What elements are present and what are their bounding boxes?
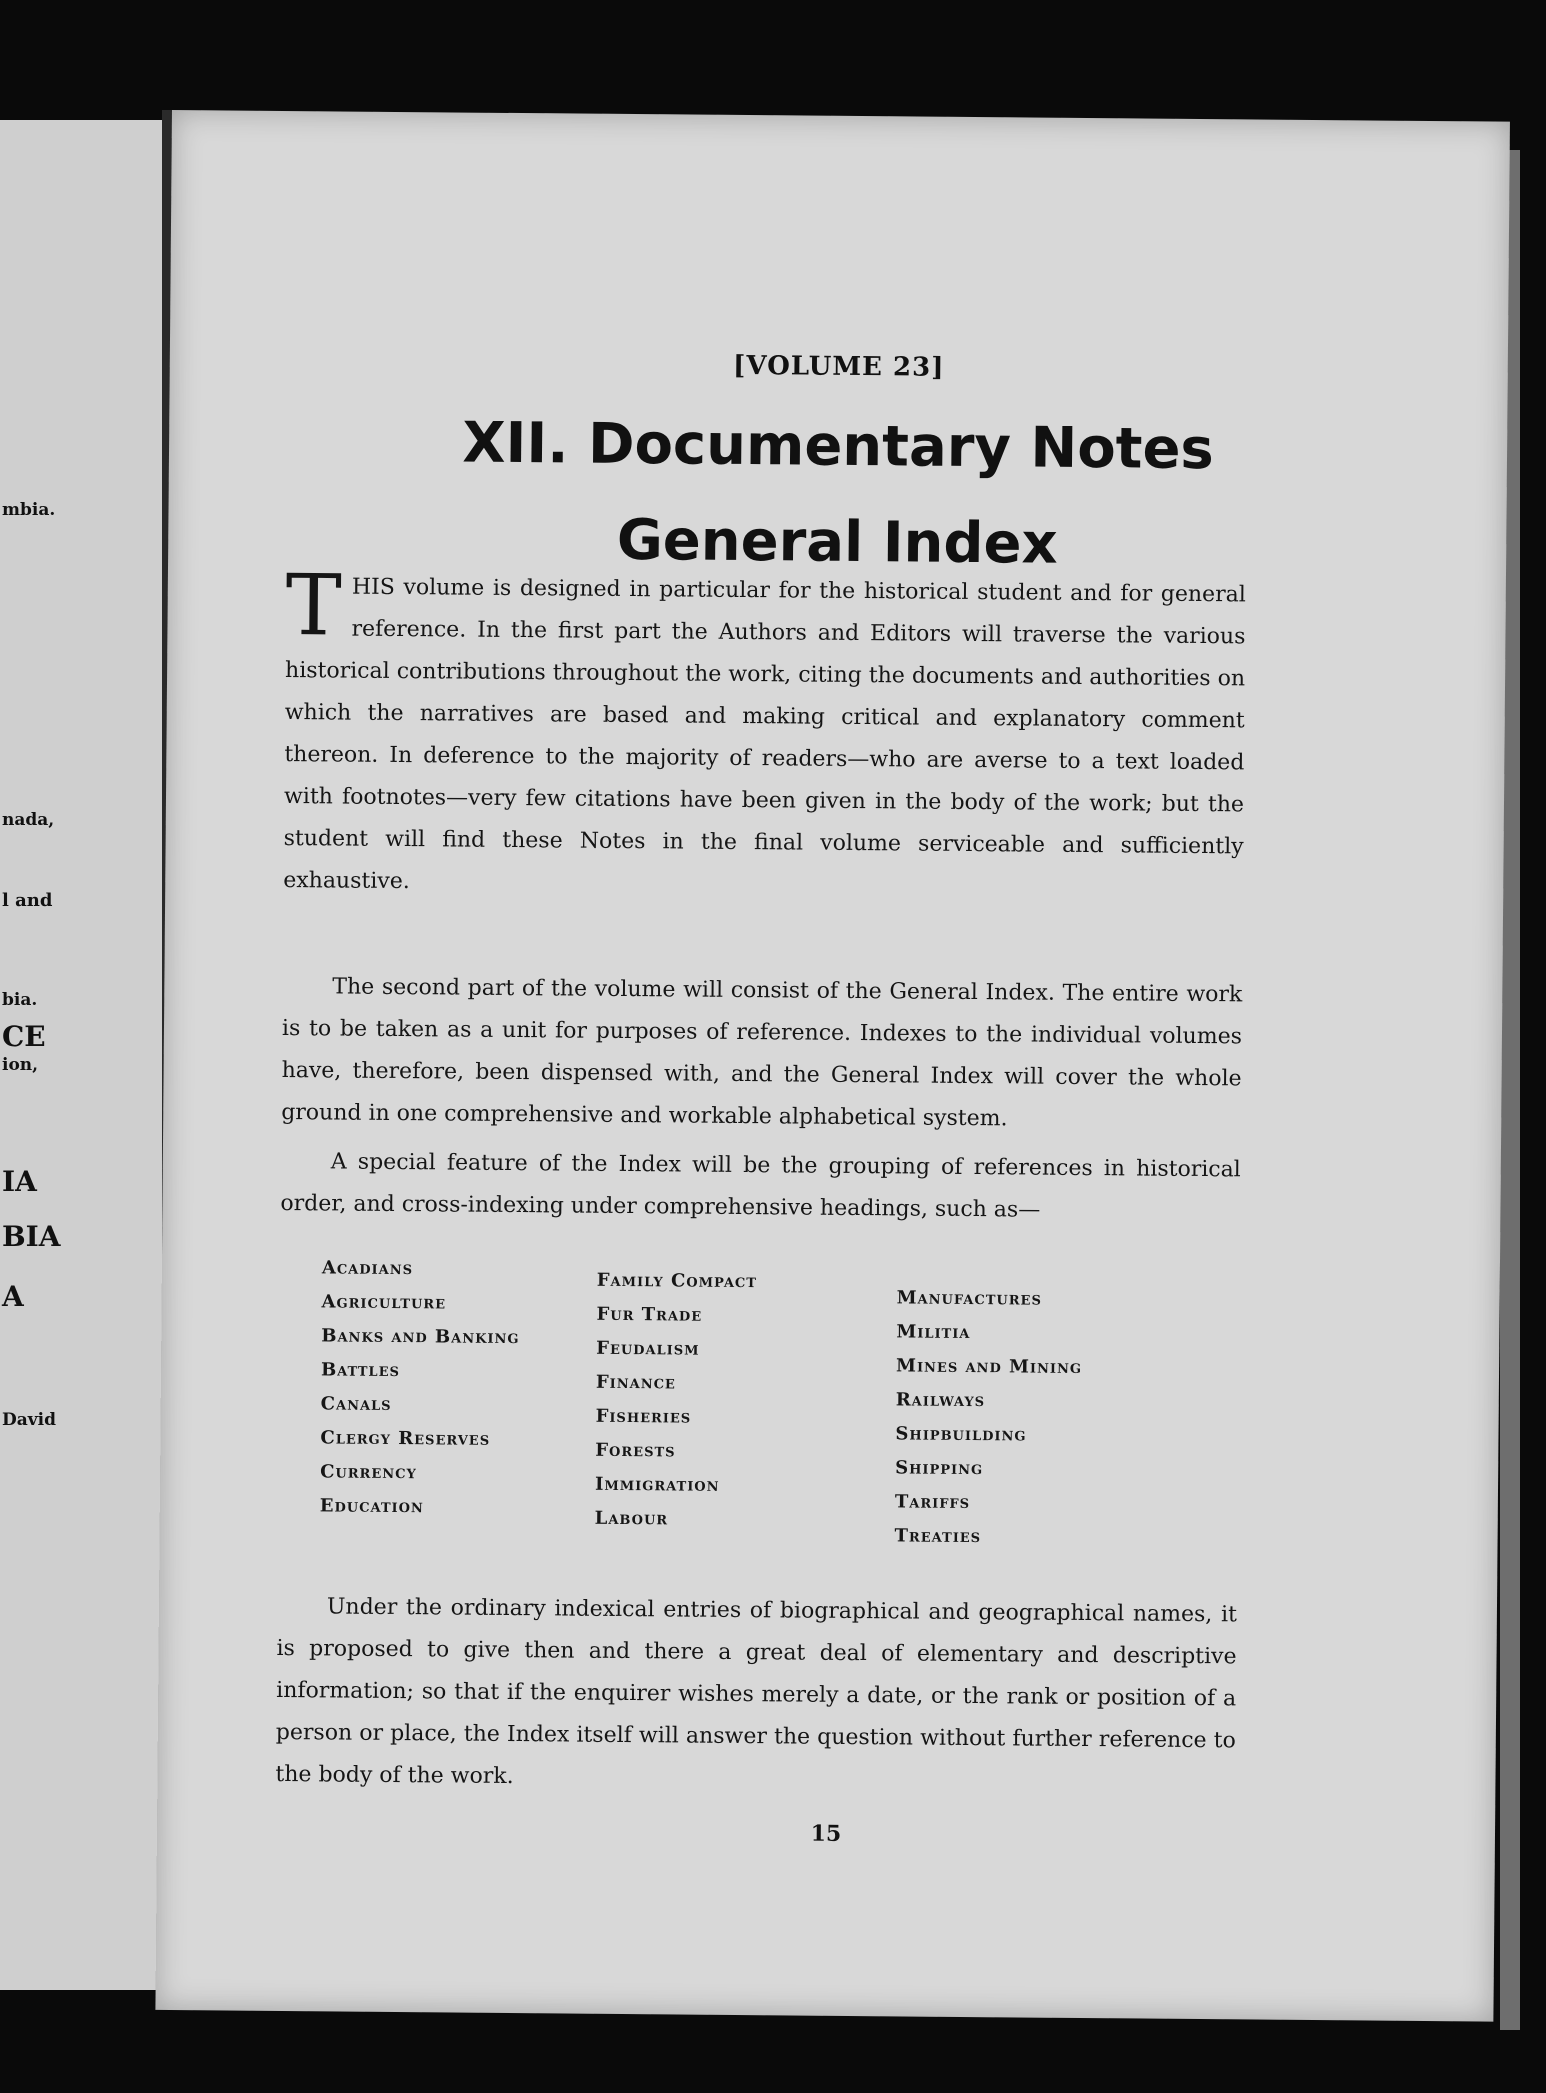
heading-item: Acadians <box>321 1257 414 1280</box>
page-title: XII. Documentary Notes <box>462 410 1215 483</box>
heading-item: Battles <box>320 1359 401 1382</box>
paragraph-indexical-entries-text: Under the ordinary indexical entries of biographical and geographical names, it is proposed to give then and there a great deal of elementary and descriptive information; so that if the enquirer wishes merely a date, or the rank or position of a person or place, the Index itself will answer the question without further reference to the body of the work. <box>275 1594 1238 1790</box>
heading-item: Agriculture <box>321 1291 447 1314</box>
paragraph-intro-text: HIS volume is designed in particular for the historical student and for general reference. In the first part the Authors and Editors will traverse the various historical contributions throughout the work, citing the documents and authorities on which the narratives are based and making critical and explanatory comment thereon. In deference to the majority of readers—who are averse to a text loaded with footnotes—very few citations have been given in the body of the work; but the student will find these Notes in the final volume serviceable and sufficiently exhaustive. <box>283 574 1246 895</box>
left-fragment-text: David <box>2 1410 56 1430</box>
heading-item: Banks and Banking <box>321 1325 520 1349</box>
headings-column-2 <box>595 1264 758 1537</box>
paragraph-general-index-text: The second part of the volume will consist of the General Index. The entire work is to be taken as a unit for purposes of reference. Indexes to the individual volumes have, therefore, been dispensed with, and the General Index will cover the whole ground in one comprehensive and workable alphabetical system. <box>281 974 1243 1132</box>
heading-item: Shipbuilding <box>895 1423 1027 1446</box>
page-subtitle: General Index <box>616 507 1058 577</box>
document-page <box>155 110 1510 2022</box>
heading-item: Manufactures <box>896 1287 1042 1310</box>
heading-item: Railways <box>895 1389 986 1412</box>
heading-item: Clergy Reserves <box>320 1427 491 1450</box>
heading-item: Fisheries <box>595 1405 692 1428</box>
left-fragment-text: A <box>2 1280 24 1313</box>
paragraph-special-feature <box>280 1141 1241 1233</box>
heading-item: Canals <box>320 1393 392 1415</box>
volume-label: [VOLUME 23] <box>732 350 945 383</box>
heading-item: Fur Trade <box>596 1303 703 1326</box>
left-fragment-text: IA <box>2 1165 37 1198</box>
drop-cap: T <box>285 556 343 655</box>
heading-item: Shipping <box>895 1457 984 1480</box>
left-fragment-text: mbia. <box>2 500 56 520</box>
heading-item: Forests <box>595 1439 676 1462</box>
heading-item: Treaties <box>894 1525 982 1548</box>
left-fragment-text: BIA <box>2 1220 61 1253</box>
heading-item: Labour <box>594 1507 669 1530</box>
paragraph-indexical-entries <box>275 1586 1237 1804</box>
left-fragment-text: l and <box>2 890 53 911</box>
heading-item: Family Compact <box>596 1269 758 1293</box>
left-page-fragment <box>0 120 170 1990</box>
heading-item: Finance <box>595 1371 676 1394</box>
left-fragment-text: nada, <box>2 810 55 830</box>
heading-item: Education <box>319 1495 424 1518</box>
paragraph-intro <box>283 556 1246 910</box>
headings-column-1 <box>320 1251 521 1525</box>
headings-column-3 <box>894 1281 1082 1555</box>
page-number: 15 <box>810 1820 842 1847</box>
paragraph-special-feature-text: A special feature of the Index will be the grouping of references in historical order, and cross-indexing under comprehensive headings, such as— <box>280 1149 1241 1223</box>
heading-item: Feudalism <box>596 1337 700 1360</box>
heading-item: Currency <box>320 1461 417 1484</box>
left-fragment-text: ion, <box>2 1055 39 1075</box>
heading-item: Militia <box>896 1321 971 1344</box>
paragraph-general-index <box>281 966 1242 1142</box>
left-fragment-text: CE <box>2 1020 46 1053</box>
heading-item: Tariffs <box>894 1491 971 1514</box>
left-fragment-text: bia. <box>2 990 38 1010</box>
heading-item: Immigration <box>594 1473 720 1496</box>
heading-item: Mines and Mining <box>895 1355 1083 1378</box>
